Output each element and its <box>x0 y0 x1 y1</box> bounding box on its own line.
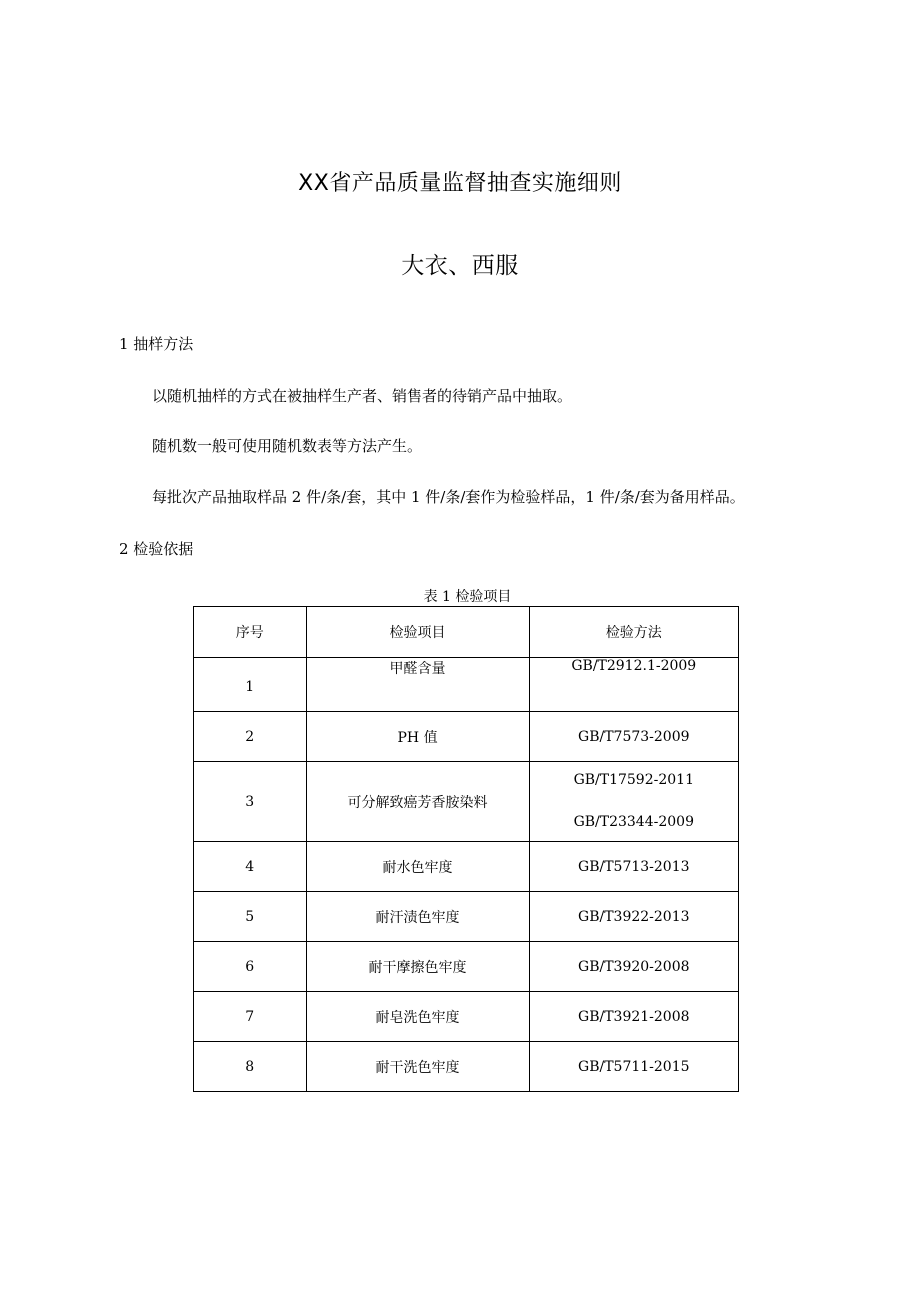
header-inspection-method: 检验方法 <box>529 607 738 658</box>
row-method <box>529 762 738 842</box>
row-item: 耐干摩擦色牢度 <box>306 942 529 992</box>
inspection-items-table <box>193 606 739 1092</box>
row-method: GB/T3921-2008 <box>529 992 738 1042</box>
paragraph-sample-quantity: 每批次产品抽取样品 2 件/条/套，其中 1 件/条/套作为检验样品，1 件/条/套为备用样品。 <box>152 488 745 506</box>
document-title: XX省产品质量监督抽查实施细则 <box>298 171 622 196</box>
table-row <box>194 1042 739 1092</box>
row-item: 可分解致癌芳香胺染料 <box>306 762 529 842</box>
row-item: 耐水色牢度 <box>306 842 529 892</box>
header-serial-number: 序号 <box>194 607 307 658</box>
section-1-heading: 1 抽样方法 <box>119 335 194 353</box>
row-number: 7 <box>194 992 307 1042</box>
row-method: GB/T5713-2013 <box>529 842 738 892</box>
document-subtitle: 大衣、西服 <box>401 253 519 279</box>
table-row <box>194 942 739 992</box>
row-number: 6 <box>194 942 307 992</box>
row-number: 3 <box>194 762 307 842</box>
row-method: GB/T7573-2009 <box>529 712 738 762</box>
table-header-row <box>194 607 739 658</box>
table-row <box>194 762 739 842</box>
row-number: 5 <box>194 892 307 942</box>
row-method: GB/T3922-2013 <box>529 892 738 942</box>
table-row <box>194 712 739 762</box>
row-number: 2 <box>194 712 307 762</box>
paragraph-random-number: 随机数一般可使用随机数表等方法产生。 <box>152 437 423 455</box>
header-inspection-item: 检验项目 <box>306 607 529 658</box>
row-item: 甲醛含量 <box>306 658 529 712</box>
row-method: GB/T5711-2015 <box>529 1042 738 1092</box>
table-row <box>194 892 739 942</box>
row-method: GB/T2912.1-2009 <box>529 658 738 712</box>
row-method-line: GB/T17592-2011 <box>573 772 694 788</box>
row-method-line: GB/T23344-2009 <box>573 814 694 830</box>
row-number: 1 <box>194 658 307 712</box>
table-caption: 表 1 检验项目 <box>423 589 512 605</box>
table-row <box>194 842 739 892</box>
table-row <box>194 992 739 1042</box>
row-item: 耐皂洗色牢度 <box>306 992 529 1042</box>
row-number: 8 <box>194 1042 307 1092</box>
row-item: 耐干洗色牢度 <box>306 1042 529 1092</box>
paragraph-sampling-method: 以随机抽样的方式在被抽样生产者、销售者的待销产品中抽取。 <box>152 387 573 405</box>
table-row <box>194 658 739 712</box>
row-method: GB/T3920-2008 <box>529 942 738 992</box>
row-number: 4 <box>194 842 307 892</box>
row-item: PH 值 <box>306 712 529 762</box>
section-2-heading: 2 检验依据 <box>119 540 194 558</box>
row-item: 耐汗渍色牢度 <box>306 892 529 942</box>
